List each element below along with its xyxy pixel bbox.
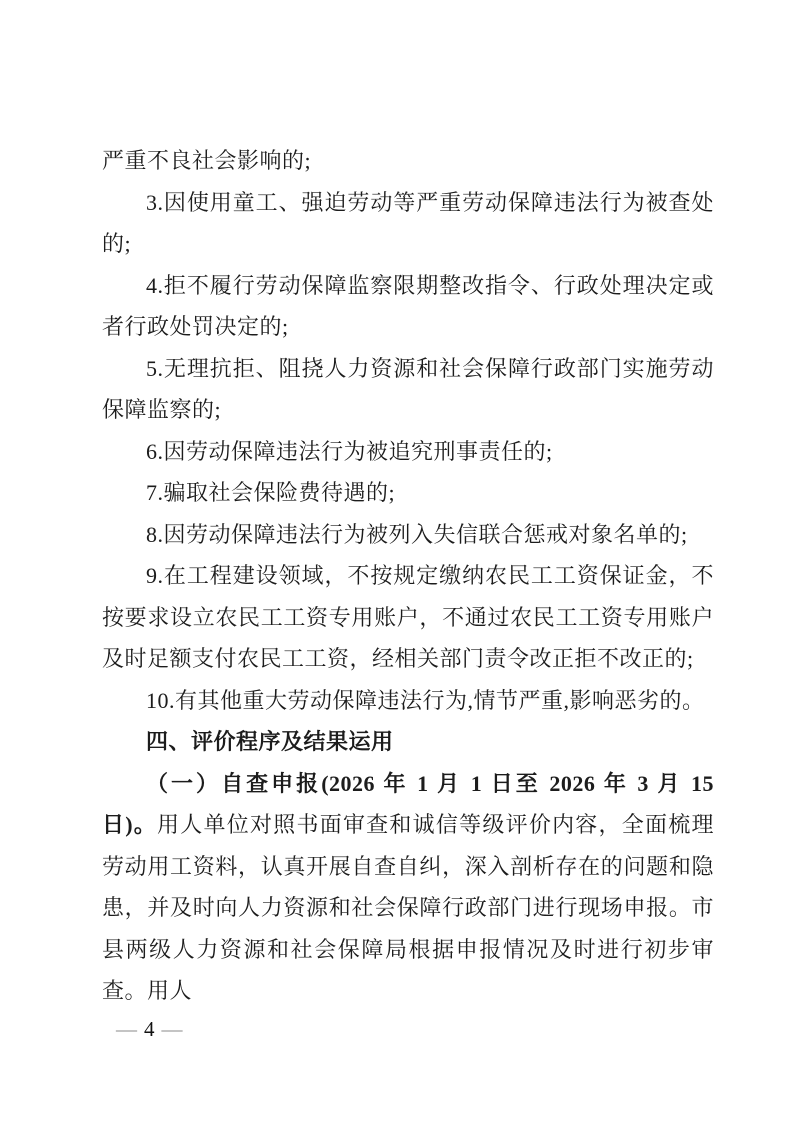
- subsection-paragraph: [102, 763, 714, 1012]
- page-number-dash-left: —: [116, 1017, 137, 1041]
- list-item-9: 9.在工程建设领域，不按规定缴纳农民工工资保证金，不按要求设立农民工工资专用账户，不通过农民工工资专用账户及时足额支付农民工工资，经相关部门责令改正拒不改正的;: [102, 563, 714, 671]
- list-item-5: 5.无理抗拒、阻挠人力资源和社会保障行政部门实施劳动保障监察的;: [102, 355, 714, 422]
- subsection-body-text: 用人单位对照书面审查和诚信等级评价内容，全面梳理劳动用工资料，认真开展自查自纠，深入剖析存在的问题和隐患，并及时向人力资源和社会保障行政部门进行现场申报。市县两级人力资源和社会保障局根据申报情况及时进行初步审查。用人: [102, 812, 714, 1003]
- subsection-lead: （一）自查申报(2026 年 1 月 1 日至 2026 年 3 月 15 日)。: [102, 770, 714, 837]
- list-item-4: 4.拒不履行劳动保障监察限期整改指令、行政处理决定或者行政处罚决定的;: [102, 272, 714, 339]
- list-item-3: 3.因使用童工、强迫劳动等严重劳动保障违法行为被查处的;: [102, 189, 714, 256]
- document-body: [102, 140, 714, 1012]
- list-item-6: 6.因劳动保障违法行为被追究刑事责任的;: [146, 438, 553, 464]
- list-item-8: 8.因劳动保障违法行为被列入失信联合惩戒对象名单的;: [146, 521, 688, 547]
- list-item-7: 7.骗取社会保险费待遇的;: [146, 480, 396, 505]
- page-number: [116, 1014, 183, 1044]
- page-number-dash-right: —: [161, 1017, 183, 1041]
- list-item-10: 10.有其他重大劳动保障违法行为,情节严重,影响恶劣的。: [146, 687, 705, 713]
- page-number-value: 4: [144, 1017, 155, 1041]
- paragraph-continuation: 严重不良社会影响的;: [102, 148, 312, 173]
- section-heading: 四、评价程序及结果运用: [146, 729, 394, 754]
